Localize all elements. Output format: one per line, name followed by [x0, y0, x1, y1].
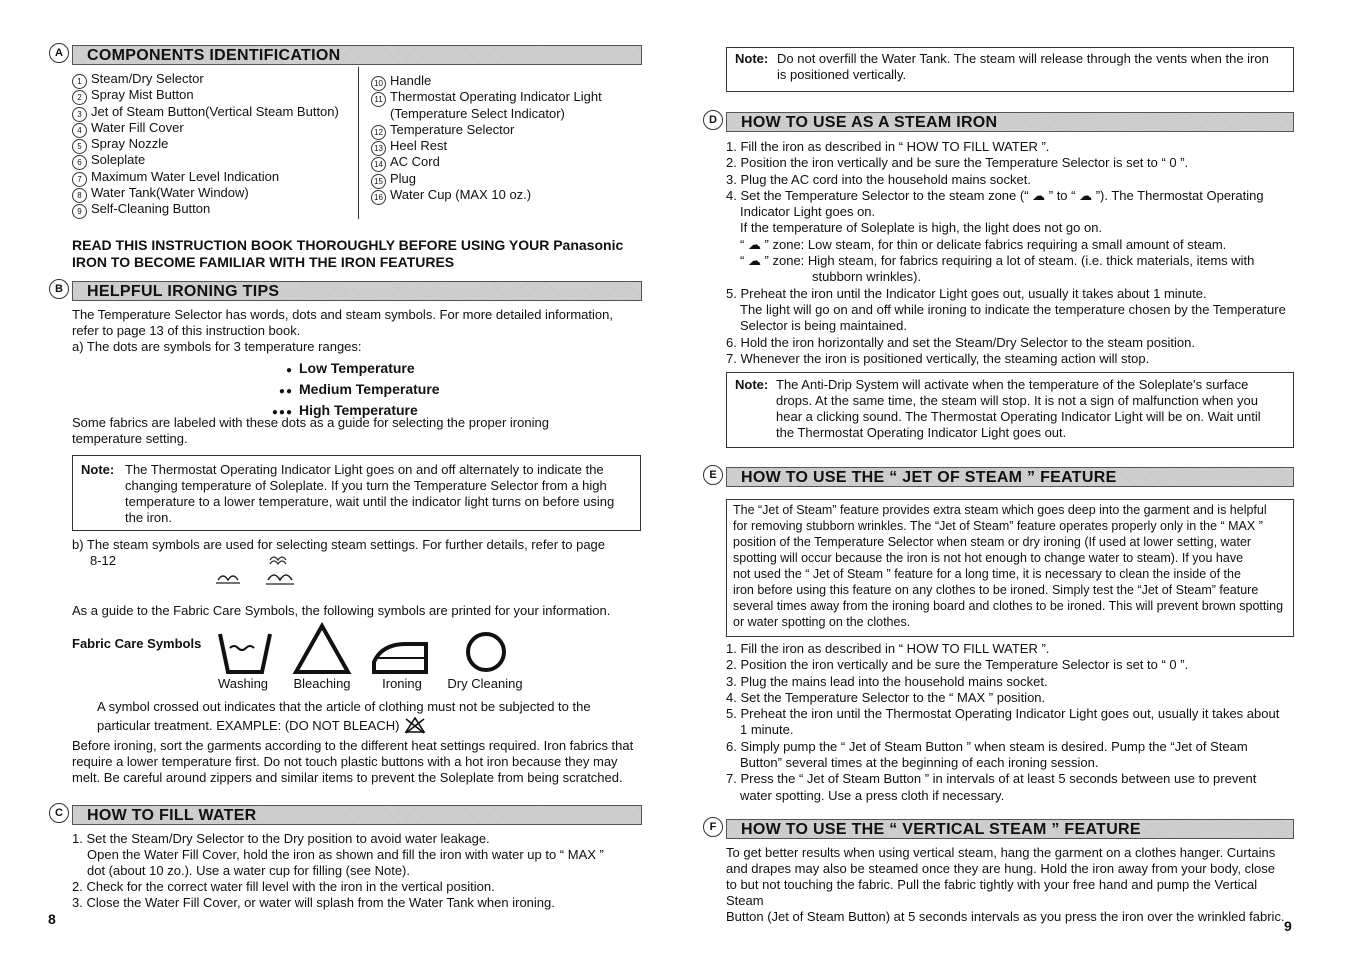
read-notice-line2: IRON TO BECOME FAMILIAR WITH THE IRON FEATURES [72, 254, 455, 270]
note-line: temperature to a lower temperature, wait until the indicator light turns on before using [125, 494, 615, 509]
step-line: Selector is being maintained. [740, 318, 907, 334]
section-a-title: COMPONENTS IDENTIFICATION [72, 45, 642, 65]
component-label: Handle [390, 73, 432, 88]
component-item [371, 89, 641, 105]
dots-icon: ● [285, 365, 293, 376]
fabric-care-label: Fabric Care Symbols [72, 636, 202, 651]
washing-label: Washing [217, 676, 269, 691]
component-item [72, 71, 357, 87]
component-number-badge: 2 [72, 90, 87, 105]
page-number-right: 9 [1284, 918, 1292, 934]
step-line: 2. Check for the correct water fill level with the iron in the vertical position. [72, 879, 495, 894]
section-c-marker: C [49, 803, 69, 823]
component-number-badge: 14 [371, 157, 386, 172]
component-item [371, 171, 641, 187]
step-line: “ ☁ ” zone: High steam, for fabrics requiring a lot of steam. (i.e. thick materials, items with [740, 253, 1255, 269]
step-line: dot (about 10 zo.). Use a water cup for filling (see Note). [87, 863, 410, 878]
note-line: hear a clicking sound. The Thermostat Operating Indicator Light will be on. Wait until [776, 409, 1261, 424]
component-item [72, 152, 357, 168]
note-line: drops. At the same time, the steam will stop. It is not a sign of malfunction when you [776, 393, 1258, 408]
intro-line: The Temperature Selector has words, dots and steam symbols. For more detailed information, [72, 307, 613, 322]
component-label: (Temperature Select Indicator) [390, 105, 565, 121]
box-line: spotting will occur because the iron is not hot enough to change water to steam). If you have [733, 551, 1244, 565]
section-d-title: HOW TO USE AS A STEAM IRON [726, 112, 1294, 132]
step-line: 4. Set the Temperature Selector to the “ MAX ” position. [726, 689, 1046, 705]
step-line: 1. Set the Steam/Dry Selector to the Dry position to avoid water leakage. [72, 831, 490, 846]
fabric-care-symbols [216, 622, 516, 677]
component-item [72, 87, 357, 103]
component-label: Steam/Dry Selector [91, 71, 204, 86]
component-item [371, 106, 641, 122]
component-item [72, 169, 357, 185]
section-f-text [726, 845, 1296, 925]
intro-line: refer to page 13 of this instruction book. [72, 323, 301, 338]
section-d-note [726, 372, 1294, 448]
section-a-marker: A [49, 43, 69, 63]
step-line: 2. Position the iron vertically and be sure the Temperature Selector is set to “ 0 ”. [726, 155, 1189, 171]
step-line: 3. Plug the AC cord into the household mains socket. [726, 171, 1031, 187]
component-number-badge: 7 [72, 172, 87, 187]
note-line: The Thermostat Operating Indicator Light goes on and off alternately to indicate the [125, 462, 604, 477]
component-item [72, 201, 357, 217]
ironing-label: Ironing [382, 676, 422, 691]
dots-icon: ●●● [271, 407, 293, 418]
text-line: to but not touching the fabric. Pull the fabric tightly with your free hand and pump the Vertical Steam [726, 877, 1258, 908]
note-label: Note: [735, 51, 769, 66]
step-line: 6. Hold the iron horizontally and set the Steam/Dry Selector to the steam position. [726, 334, 1195, 350]
components-list-col1 [72, 71, 357, 218]
page-number-left: 8 [48, 911, 56, 927]
text-line: To get better results when using vertical steam, hang the garment on a clothes hanger. Curtains [726, 845, 1276, 860]
bleaching-label: Bleaching [293, 676, 351, 691]
step-line: 3. Plug the mains lead into the household mains socket. [726, 673, 1048, 689]
component-number-badge: 9 [72, 204, 87, 219]
component-label: Spray Nozzle [91, 136, 169, 152]
step-line: 5. Preheat the iron until the Indicator Light goes out, usually it takes about 1 minute. [726, 285, 1207, 301]
component-item [371, 122, 641, 138]
do-not-bleach-icon [403, 716, 427, 734]
component-number-badge: 4 [72, 123, 87, 138]
step-line: “ ☁ ” zone: Low steam, for thin or delicate fabrics requiring a small amount of steam. [740, 236, 1227, 252]
step-line: water spotting. Use a press cloth if necessary. [740, 787, 1005, 803]
fabrics-note [72, 415, 647, 447]
section-c-steps [72, 831, 647, 911]
component-number-badge: 11 [371, 92, 386, 107]
component-item [72, 185, 357, 201]
section-e-title: HOW TO USE THE “ JET OF STEAM ” FEATURE [726, 467, 1294, 487]
component-item [371, 138, 641, 154]
component-number-badge: 15 [371, 174, 386, 189]
top-note [726, 47, 1294, 92]
component-label: AC Cord [390, 154, 440, 170]
steam-symbols-icon [210, 550, 300, 595]
box-line: position of the Temperature Selector when steam or dry ironing (If used at lower setting, water [733, 535, 1252, 549]
component-label: Heel Rest [390, 138, 448, 154]
step-line: Button” several times at the beginning of each ironing session. [740, 755, 1099, 771]
box-line: not used the “ Jet of Steam ” feature for a long time, it is necessary to clean the inside of the [733, 567, 1241, 581]
component-label: Temperature Selector [390, 121, 515, 137]
step-line: If the temperature of Soleplate is high, the light does not go on. [740, 220, 1103, 236]
text-line: Button (Jet of Steam Button) at 5 seconds intervals as you press the iron over the wrinkled fabric. [726, 909, 1285, 924]
step-line: 2. Position the iron vertically and be sure the Temperature Selector is set to “ 0 ”. [726, 657, 1189, 673]
component-label: Jet of Steam Button(Vertical Steam Button) [91, 103, 339, 119]
crossed-line: particular treatment. EXAMPLE: (DO NOT BLEACH) [97, 718, 400, 733]
component-number-badge: 16 [371, 190, 386, 205]
steam-line: 8-12 [90, 553, 117, 568]
section-f-title: HOW TO USE THE “ VERTICAL STEAM ” FEATURE [726, 819, 1294, 839]
section-b-title: HELPFUL IRONING TIPS [72, 281, 642, 301]
component-number-badge: 3 [72, 107, 87, 122]
temp-label: High Temperature [299, 402, 418, 418]
step-line: The light will go on and off while ironing to indicate the temperature chosen by the Temperature [740, 301, 1286, 317]
box-line: for removing stubborn wrinkles. The “Jet of Steam” feature operates properly only in the “ MAX ” [733, 519, 1263, 533]
dots-intro: a) The dots are symbols for 3 temperature ranges: [72, 339, 362, 354]
component-label: Plug [390, 170, 417, 186]
box-line: several times away from the ironing board and clothes to be ironed. This will prevent brown spotting [733, 599, 1284, 613]
before-line: melt. Be careful around zippers and similar items to prevent the Soleplate from being scratched. [72, 770, 623, 785]
note-line: the iron. [125, 510, 172, 525]
section-d-marker: D [703, 110, 723, 130]
step-line: 7. Press the “ Jet of Steam Button ” in intervals of at least 5 seconds between use to prevent [726, 771, 1257, 787]
component-item [72, 120, 357, 136]
box-line: The “Jet of Steam” feature provides extra steam which goes deep into the garment and is helpful [733, 503, 1267, 517]
component-label: Spray Mist Button [91, 87, 194, 103]
component-number-badge: 5 [72, 139, 87, 154]
text-line: and drapes may also be steamed once they are hung. Hold the iron away from your body, close [726, 861, 1275, 876]
component-label: Water Fill Cover [91, 119, 184, 135]
component-number-badge: 8 [72, 188, 87, 203]
component-label: Thermostat Operating Indicator Light [390, 89, 602, 105]
component-label: Maximum Water Level Indication [91, 168, 280, 184]
before-ironing [72, 738, 647, 786]
step-line: stubborn wrinkles). [812, 269, 922, 285]
washing-icon [220, 634, 270, 672]
step-line: Open the Water Fill Cover, hold the iron as shown and fill the iron with water up to “ MAX ” [87, 847, 604, 862]
box-line: or water spotting on the clothes. [733, 615, 911, 629]
read-notice-line1: READ THIS INSTRUCTION BOOK THOROUGHLY BEFORE USING YOUR Panasonic [72, 237, 624, 253]
component-label: Water Cup (MAX 10 oz.) [390, 187, 532, 203]
component-item [371, 187, 641, 203]
component-item [371, 154, 641, 170]
component-number-badge: 12 [371, 125, 386, 140]
components-list-col2 [371, 73, 641, 203]
note-line: changing temperature of Soleplate. If you turn the Temperature Selector from a high [125, 478, 607, 493]
note-line: The Anti-Drip System will activate when the temperature of the Soleplate’s surface [776, 377, 1249, 392]
step-line: 1. Fill the iron as described in “ HOW TO FILL WATER ”. [726, 139, 1050, 154]
component-item [371, 73, 641, 89]
step-line: 7. Whenever the iron is positioned vertically, the steaming action will stop. [726, 350, 1150, 366]
dots-icon: ●● [278, 386, 293, 397]
component-label: Water Tank(Water Window) [91, 185, 249, 201]
component-number-badge: 10 [371, 76, 386, 91]
section-e-steps [726, 641, 1296, 804]
read-notice [72, 237, 647, 271]
component-item [72, 136, 357, 152]
fabrics-line: temperature setting. [72, 431, 188, 446]
fabrics-line: Some fabrics are labeled with these dots as a guide for selecting the proper ironing [72, 415, 549, 430]
section-f-marker: F [703, 817, 723, 837]
section-c-title: HOW TO FILL WATER [72, 805, 642, 825]
note-line: the Thermostat Operating Indicator Light goes out. [776, 425, 1067, 440]
component-label: Self-Cleaning Button [91, 201, 211, 217]
box-line: iron before using this feature on any clothes to be ironed. Simply test the “Jet of Steam” feature [733, 583, 1259, 597]
component-number-badge: 1 [72, 74, 87, 89]
component-number-badge: 13 [371, 141, 386, 156]
before-line: require a lower temperature first. Do not touch plastic buttons with a hot iron because they may [72, 754, 618, 769]
crossed-line: A symbol crossed out indicates that the article of clothing must not be subjected to the [97, 699, 591, 714]
dry-cleaning-label: Dry Cleaning [447, 676, 523, 691]
steam-symbols-text [72, 537, 647, 569]
steam-line: b) The steam symbols are used for selecting steam settings. For further details, refer to page [72, 537, 606, 552]
component-number-badge: 6 [72, 155, 87, 170]
bleaching-icon [296, 626, 348, 672]
step-line: 5. Preheat the iron until the Thermostat Operating Indicator Light goes out, usually it takes about [726, 706, 1280, 722]
dry-cleaning-icon [468, 634, 504, 670]
before-line: Before ironing, sort the garments according to the different heat settings required. Iron fabrics that [72, 738, 634, 753]
jet-of-steam-box [726, 499, 1294, 637]
temp-label: Medium Temperature [299, 381, 440, 397]
temp-low [265, 359, 440, 380]
component-item [72, 104, 357, 120]
note-label: Note: [735, 377, 769, 392]
step-line: 3. Close the Water Fill Cover, or water will splash from the Water Tank when ironing. [72, 895, 555, 910]
section-b-marker: B [49, 279, 69, 299]
section-b-note [72, 455, 641, 531]
note-line: is positioned vertically. [777, 67, 907, 82]
step-line: 1. Fill the iron as described in “ HOW TO FILL WATER ”. [726, 641, 1050, 656]
care-guide: As a guide to the Fabric Care Symbols, the following symbols are printed for your information. [72, 603, 611, 618]
section-e-marker: E [703, 465, 723, 485]
step-line: 1 minute. [740, 722, 794, 738]
section-d-steps [726, 139, 1296, 367]
step-line: 4. Set the Temperature Selector to the steam zone (“ ☁ ” to “ ☁ ”). The Thermostat Operating [726, 187, 1264, 203]
section-b-intro [72, 307, 647, 355]
temperature-ranges [265, 359, 440, 422]
column-divider [358, 67, 359, 219]
note-line: Do not overfill the Water Tank. The steam will release through the vents when the iron [777, 51, 1269, 66]
component-label: Soleplate [91, 152, 146, 168]
temp-medium [265, 380, 440, 401]
step-line: Indicator Light goes on. [740, 204, 876, 220]
step-line: 6. Simply pump the “ Jet of Steam Button ” when steam is desired. Pump the “Jet of Steam [726, 738, 1248, 754]
crossed-note [97, 698, 647, 735]
temp-label: Low Temperature [299, 360, 415, 376]
note-label: Note: [81, 462, 115, 477]
ironing-icon [374, 644, 426, 672]
